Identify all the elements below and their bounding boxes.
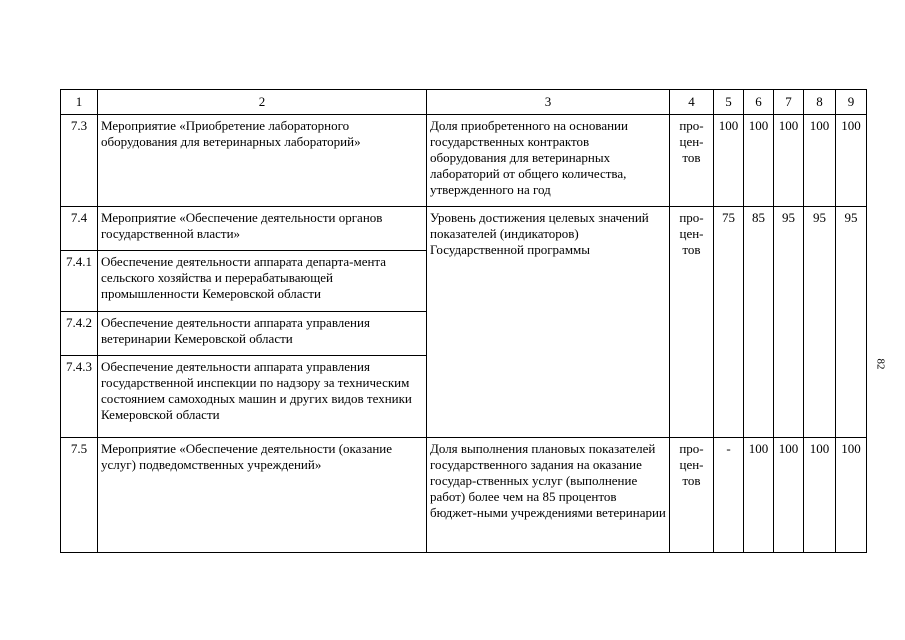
event-name: Обеспечение деятельности аппарата управления ветеринарии Кемеровской области bbox=[98, 312, 427, 356]
value-cell: 100 bbox=[714, 115, 744, 207]
unit-text: про- цен- тов bbox=[679, 210, 704, 257]
unit-cell bbox=[670, 207, 714, 438]
table-row-7-5 bbox=[61, 438, 867, 553]
value-cell: 85 bbox=[744, 207, 774, 438]
header-cell: 8 bbox=[804, 90, 836, 115]
value-cell: 75 bbox=[714, 207, 744, 438]
unit-cell bbox=[670, 438, 714, 553]
value-cell: 95 bbox=[774, 207, 804, 438]
row-number: 7.4.2 bbox=[61, 312, 98, 356]
indicator-name: Доля выполнения плановых показателей государственного задания на оказание государ-ственных услуг (выполнение работ) более чем на 85 процентов бюджет-ными учреждениями ветеринарии bbox=[427, 438, 670, 553]
header-cell: 6 bbox=[744, 90, 774, 115]
row-number: 7.4.1 bbox=[61, 251, 98, 312]
value-cell: - bbox=[714, 438, 744, 553]
event-name: Обеспечение деятельности аппарата управления государственной инспекции по надзору за техническим состоянием самоходных машин и других видов техники Кемеровской области bbox=[98, 356, 427, 438]
header-cell: 4 bbox=[670, 90, 714, 115]
header-cell: 1 bbox=[61, 90, 98, 115]
value-cell: 100 bbox=[744, 438, 774, 553]
table-row-7-3 bbox=[61, 115, 867, 207]
row-number: 7.3 bbox=[61, 115, 98, 207]
unit-text: про- цен- тов bbox=[679, 118, 704, 165]
value-cell: 95 bbox=[836, 207, 867, 438]
event-name: Мероприятие «Приобретение лабораторного оборудования для ветеринарных лабораторий» bbox=[98, 115, 427, 207]
value-cell: 95 bbox=[804, 207, 836, 438]
unit-text: про- цен- тов bbox=[679, 441, 704, 488]
value-cell: 100 bbox=[774, 438, 804, 553]
page-number: 82 bbox=[874, 358, 887, 370]
indicators-table bbox=[60, 89, 867, 553]
header-cell: 9 bbox=[836, 90, 867, 115]
header-row bbox=[61, 90, 867, 115]
header-cell: 3 bbox=[427, 90, 670, 115]
value-cell: 100 bbox=[804, 438, 836, 553]
value-cell: 100 bbox=[836, 115, 867, 207]
event-name: Мероприятие «Обеспечение деятельности (оказание услуг) подведомственных учреждений» bbox=[98, 438, 427, 553]
row-number: 7.5 bbox=[61, 438, 98, 553]
event-name: Обеспечение деятельности аппарата департа-мента сельского хозяйства и перерабатывающей промышленности Кемеровской области bbox=[98, 251, 427, 312]
header-cell: 2 bbox=[98, 90, 427, 115]
table-row-7-4 bbox=[61, 207, 867, 251]
value-cell: 100 bbox=[836, 438, 867, 553]
row-number: 7.4.3 bbox=[61, 356, 98, 438]
value-cell: 100 bbox=[804, 115, 836, 207]
indicator-name: Уровень достижения целевых значений показателей (индикаторов) Государственной программы bbox=[427, 207, 670, 438]
header-cell: 5 bbox=[714, 90, 744, 115]
row-number: 7.4 bbox=[61, 207, 98, 251]
unit-cell bbox=[670, 115, 714, 207]
value-cell: 100 bbox=[774, 115, 804, 207]
event-name: Мероприятие «Обеспечение деятельности органов государственной власти» bbox=[98, 207, 427, 251]
indicator-name: Доля приобретенного на основании государственных контрактов оборудования для ветеринарных лабораторий от общего количества, утвержденного на год bbox=[427, 115, 670, 207]
value-cell: 100 bbox=[744, 115, 774, 207]
header-cell: 7 bbox=[774, 90, 804, 115]
